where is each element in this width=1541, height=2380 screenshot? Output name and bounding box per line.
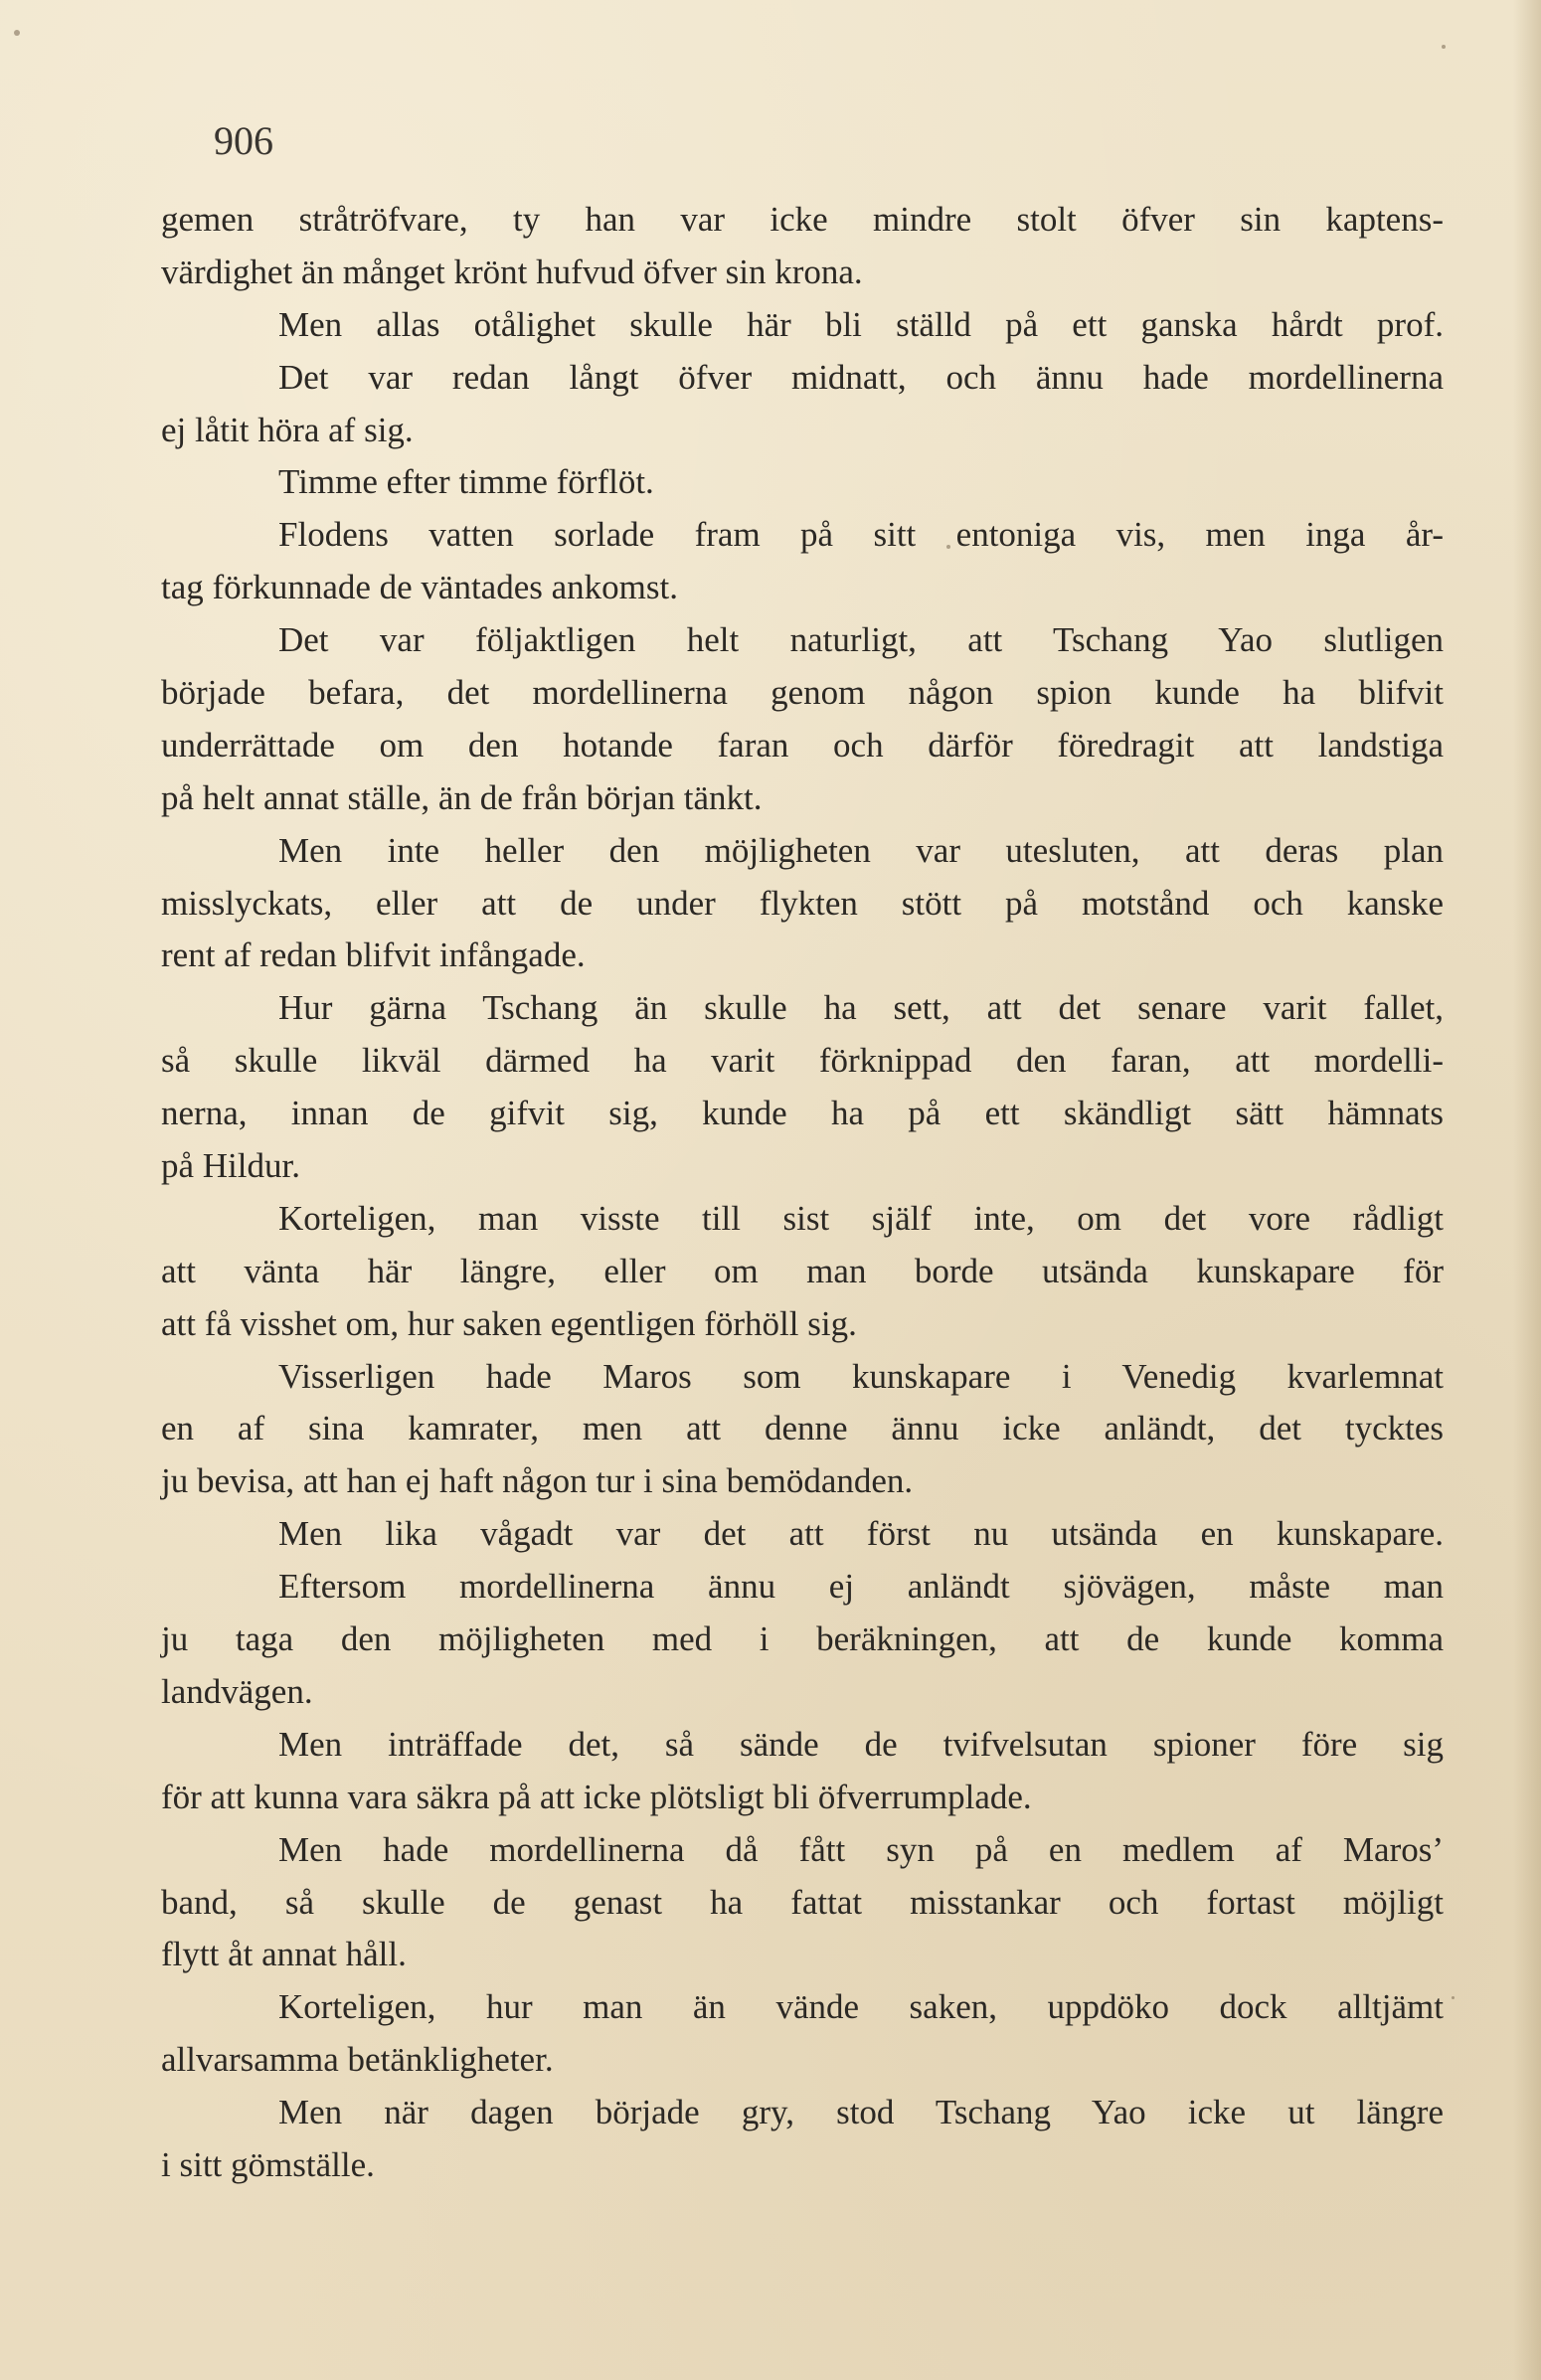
text-line: flytt åt annat håll. [161, 1935, 407, 1974]
text-line: band, så skulle de genast ha fattat misstankar och fortast möjligt [161, 1882, 1444, 1922]
text-line: började befara, det mordellinerna genom någon spion kunde ha blifvit [161, 673, 1444, 713]
text-line: på Hildur. [161, 1146, 300, 1186]
text-line: misslyckats, eller att de under flykten stött på motstånd och kanske [161, 883, 1444, 923]
text-line: värdighet än månget krönt hufvud öfver sin krona. [161, 252, 863, 291]
text-line: Visserligen hade Maros som kunskapare i Venedig kvarlemnat [278, 1356, 1444, 1396]
text-line: nerna, innan de gifvit sig, kunde ha på ett skändligt sätt hämnats [161, 1094, 1444, 1133]
text-line: så skulle likväl därmed ha varit förknippad den faran, att mordelli- [161, 1041, 1444, 1081]
text-line: underrättade om den hotande faran och därför föredragit att landstiga [161, 725, 1444, 765]
text-line: Men allas otålighet skulle här bli ställd på ett ganska hårdt prof. [278, 304, 1444, 344]
text-line: Men inträffade det, så sände de tvifvelsutan spioner före sig [278, 1724, 1444, 1764]
paper-speck [14, 30, 20, 36]
text-line: Eftersom mordellinerna ännu ej anländt sjövägen, måste man [278, 1567, 1444, 1607]
text-line: Men inte heller den möjligheten var utesluten, att deras plan [278, 830, 1444, 870]
text-line: ju taga den möjligheten med i beräkningen, att de kunde komma [161, 1619, 1444, 1659]
text-line: tag förkunnade de väntades ankomst. [161, 568, 678, 607]
text-line: Men lika vågadt var det att först nu utsända en kunskapare. [278, 1514, 1444, 1554]
text-line: landvägen. [161, 1671, 313, 1711]
text-line: i sitt gömställe. [161, 2144, 375, 2184]
text-line: Men hade mordellinerna då fått syn på en medlem af Maros’ [278, 1829, 1444, 1869]
text-line: gemen stråtröfvare, ty han var icke mindre stolt öfver sin kaptens- [161, 200, 1444, 239]
text-line: Korteligen, man visste till sist själf inte, om det vore rådligt [278, 1198, 1444, 1238]
text-line: på helt annat ställe, än de från början tänkt. [161, 777, 763, 817]
text-line: Det var följaktligen helt naturligt, att Tschang Yao slutligen [278, 620, 1444, 660]
text-line: ju bevisa, att han ej haft någon tur i sina bemödanden. [161, 1461, 914, 1501]
text-line: att vänta här längre, eller om man borde utsända kunskapare för [161, 1251, 1444, 1290]
text-line: en af sina kamrater, men att denne ännu icke anländt, det tycktes [161, 1409, 1444, 1448]
page-edge-shadow [1513, 0, 1541, 2380]
body-text [161, 194, 1444, 2192]
text-line: Hur gärna Tschang än skulle ha sett, att det senare varit fallet, [278, 988, 1444, 1028]
paper-speck [1452, 1996, 1455, 1999]
text-line: Det var redan långt öfver midnatt, och ännu hade mordellinerna [278, 357, 1444, 397]
text-line: för att kunna vara säkra på att icke plötsligt bli öfverrumplade. [161, 1777, 1032, 1816]
text-line: Timme efter timme förflöt. [278, 462, 654, 502]
text-line: Men när dagen började gry, stod Tschang Yao icke ut längre [278, 2093, 1444, 2132]
text-line: rent af redan blifvit infångade. [161, 935, 586, 975]
text-line: ej låtit höra af sig. [161, 410, 414, 449]
text-line: att få visshet om, hur saken egentligen förhöll sig. [161, 1303, 857, 1343]
page-number: 906 [214, 118, 273, 163]
text-line: Korteligen, hur man än vände saken, uppdöko dock alltjämt [278, 1987, 1444, 2027]
text-line: allvarsamma betänkligheter. [161, 2040, 554, 2080]
text-line: Flodens vatten sorlade fram på sitt entoniga vis, men inga år- [278, 515, 1444, 555]
paper-speck [1442, 45, 1446, 49]
